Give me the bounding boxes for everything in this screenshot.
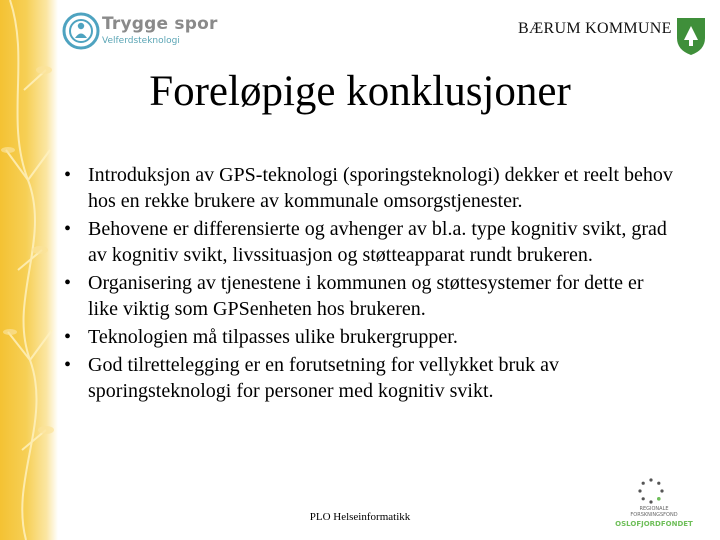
fund-name: OSLOFJORDFONDET — [615, 520, 693, 528]
bullet-item: • Introduksjon av GPS-teknologi (sporingsteknologi) dekker et reelt behov hos en rekke brukere av kommunale omsorgstjenester. — [58, 162, 678, 214]
trygge-spor-logo — [62, 12, 218, 56]
baerum-kommune-wordmark: BÆRUM KOMMUNE — [518, 20, 672, 37]
dot-ring-icon — [638, 478, 664, 504]
bullet-item: • Teknologien må tilpasses ulike brukergrupper. — [58, 324, 678, 350]
oslofjordfondet-logo — [612, 478, 708, 536]
fund-label-line1: REGIONALE — [639, 506, 669, 512]
footer-text: PLO Helseinformatikk — [309, 511, 411, 523]
municipal-shield-icon — [676, 16, 706, 56]
bullet-item: • Behovene er differensierte og avhenger av bl.a. type kognitiv svikt, grad av kognitiv svikt, livssituasjon og støtteapparat rundt brukeren. — [58, 216, 678, 268]
fund-label — [612, 506, 696, 518]
person-in-circle-icon — [62, 12, 100, 50]
fund-label-line2: FORSKNINGSFOND — [630, 512, 678, 518]
trygge-spor-name: Trygge spor — [102, 14, 218, 34]
slide-title: Foreløpige konklusjoner — [149, 68, 571, 115]
trygge-spor-subtitle: Velferdsteknologi — [102, 36, 180, 46]
bullet-item: • Organisering av tjenestene i kommunen og støttesystemer for dette er like viktig som GPSenheten hos brukeren. — [58, 270, 678, 322]
bullet-item: • God tilrettelegging er en forutsetning for vellykket bruk av sporingsteknologi for personer med kognitiv svikt. — [58, 352, 678, 404]
bullet-list — [58, 162, 678, 406]
